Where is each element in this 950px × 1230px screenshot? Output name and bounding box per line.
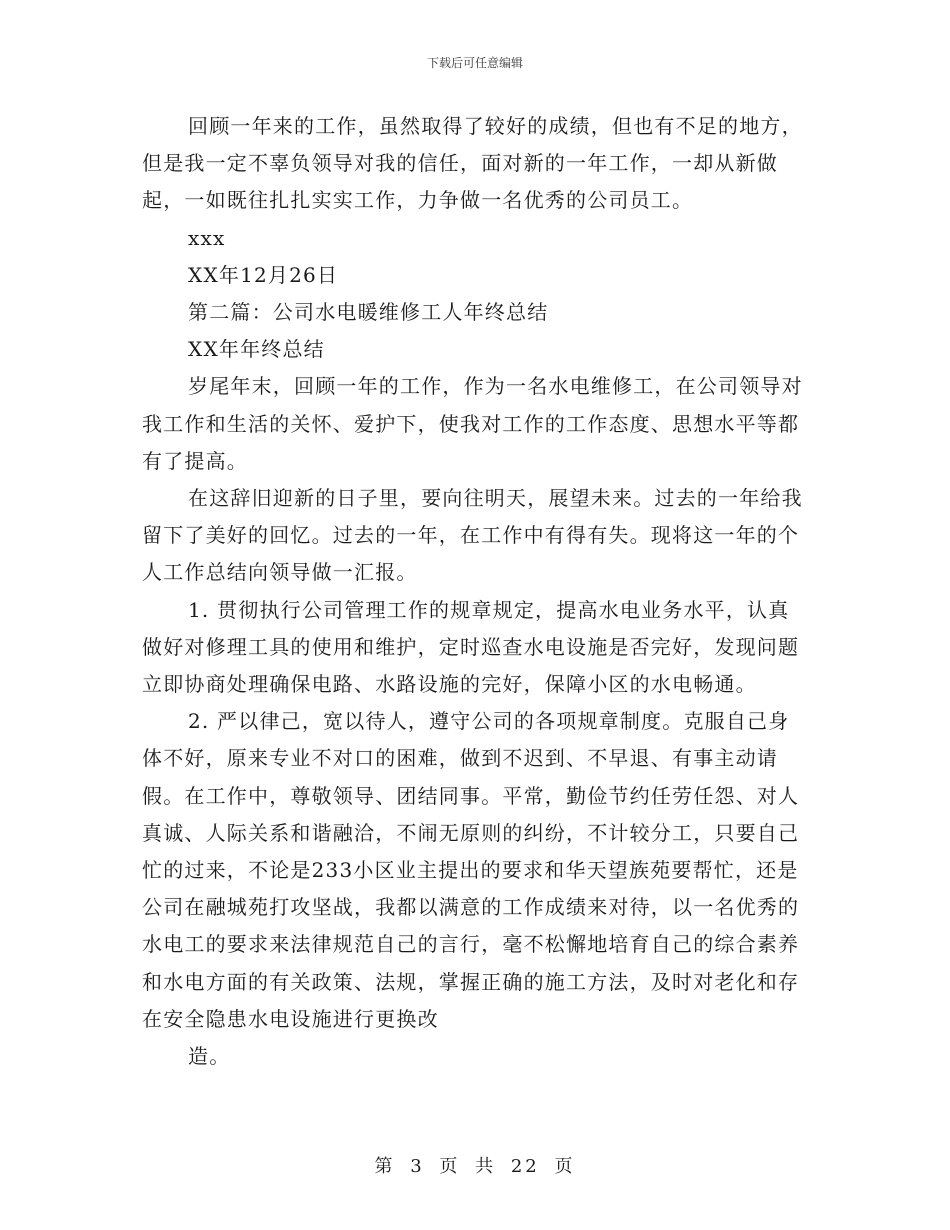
section-subtitle: XX年年终总结 bbox=[188, 337, 325, 362]
paragraph-item-2: 2. 严以律己，宽以待人，遵守公司的各项规章制度。克服自己身体不好，原来专业不对口的困难，做到不迟到、不早退、有事主动请假。在工作中，尊敬领导、团结同事。平常，勤俭节约任劳任怨、对人真诚、人际关系和谐融洽，不闹无原则的纠纷，不计较分工，只要自己忙的过来，不论是233小区业主提出的要求和华天望族苑要帮忙，还是公司在融城苑打攻坚战，我都以满意的工作成绩来对待，以一名优秀的水电工的要求来法律规范自己的言行，毫不松懈地培育自己的综合素养和水电方面的有关政策、法规，掌握正确的施工方法，及时对老化和存在安全隐患水电设施进行更换改 bbox=[142, 709, 800, 1031]
paragraph-continuation: 造。 bbox=[188, 1044, 231, 1069]
paragraph-item-1: 1. 贯彻执行公司管理工作的规章规定，提高水电业务水平，认真做好对修理工具的使用和维护，定时巡查水电设施是否完好，发现问题立即协商处理确保电路、水路设施的完好，保障小区的水电畅通。 bbox=[142, 597, 800, 697]
signature-name: xxx bbox=[188, 225, 226, 250]
section-heading: 第二篇：公司水电暖维修工人年终总结 bbox=[188, 300, 549, 325]
document-body bbox=[142, 108, 806, 1075]
paragraph-intro: 岁尾年末，回顾一年的工作，作为一名水电维修工，在公司领导对我工作和生活的关怀、爱护下，使我对工作的工作态度、思想水平等都有了提高。 bbox=[142, 374, 803, 473]
paragraph-review: 回顾一年来的工作，虽然取得了较好的成绩，但也有不足的地方，但是我一定不辜负领导对我的信任，面对新的一年工作，一却从新做起，一如既往扎扎实实工作，力争做一名优秀的公司员工。 bbox=[142, 114, 803, 213]
signature-date: XX年12月26日 bbox=[188, 262, 339, 287]
header-note: 下载后可任意编辑 bbox=[426, 56, 523, 70]
page-number: 第 3 页 共 22 页 bbox=[374, 1156, 576, 1177]
paragraph-new-year: 在这辞旧迎新的日子里，要向往明天，展望未来。过去的一年给我留下了美好的回忆。过去的一年，在工作中有得有失。现将这一年的个人工作总结向领导做一汇报。 bbox=[142, 486, 803, 585]
